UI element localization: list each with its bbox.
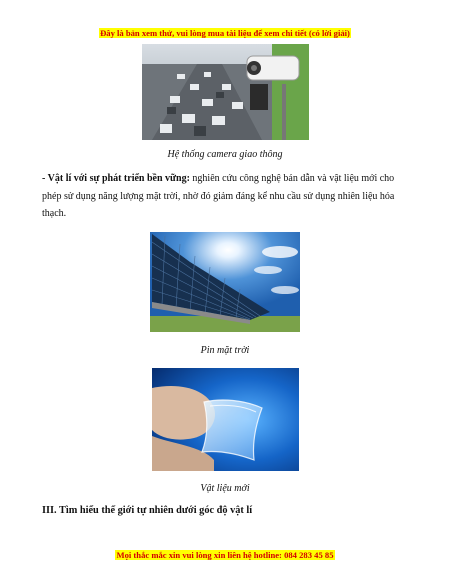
- new-material-image: [152, 368, 299, 471]
- figure-caption-solar-panel: Pin mặt trời: [200, 345, 250, 356]
- section-heading: III. Tìm hiểu thế giới tự nhiên dưới góc độ vật lí: [42, 505, 253, 516]
- paragraph-lead: - Vật lí với sự phát triển bền vững:: [42, 173, 190, 184]
- figure-caption-new-material: Vật liệu mới: [200, 483, 250, 494]
- body-paragraph: [42, 170, 412, 223]
- traffic-camera-photo-icon: [142, 44, 309, 140]
- hotline-text: Mọi thắc mắc xin vui lòng xin liên hệ hotline: 084 283 45 85: [116, 550, 334, 560]
- paragraph-body: nghiên cứu công nghệ bán dẫn và vật liệu mới cho phép sử dụng năng lượng mặt trời, nhờ đó giảm đáng kể nhu cầu sử dụng nhiên liệu hóa thạch.: [42, 173, 395, 219]
- figure-caption-traffic-camera: Hệ thống camera giao thông: [167, 149, 283, 160]
- hotline-footer: [0, 545, 450, 563]
- preview-notice-text: Đây là bản xem thử, vui lòng mua tài liệu để xem chi tiết (có lời giải): [100, 28, 350, 38]
- solar-panel-photo-icon: [150, 232, 300, 332]
- flexible-material-photo-icon: [152, 368, 299, 471]
- preview-notice-banner: [0, 23, 450, 41]
- traffic-camera-image: [142, 44, 309, 140]
- solar-panel-image: [150, 232, 300, 332]
